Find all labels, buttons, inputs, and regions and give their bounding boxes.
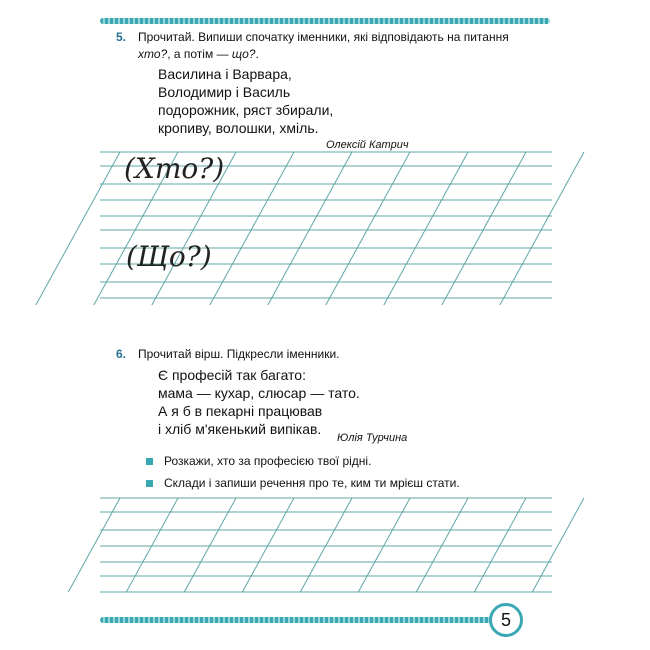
task-6-bullet-2: Склади і запиши речення про те, ким ти мрієш стати.	[164, 476, 460, 490]
task-5-author: Олексій Катрич	[326, 139, 409, 151]
task-6-instruction: Прочитай вірш. Підкресли іменники.	[138, 347, 340, 361]
handwritten-who: (Хто?)	[124, 152, 225, 185]
task-6-number: 6.	[116, 347, 127, 361]
poem-line: Василина і Варвара,	[158, 66, 292, 82]
poem-line: кропиву, волошки, хміль.	[158, 120, 319, 136]
slant-line	[68, 498, 120, 592]
bullet-icon	[146, 480, 153, 487]
poem-line: і хліб м'якенький випікав.	[158, 421, 322, 437]
poem-line: мама — кухар, слюсар — тато.	[158, 385, 360, 401]
task-6-poem	[158, 366, 360, 438]
task-5-instruction-line1: Прочитай. Випиши спочатку іменники, які відповідають на питання	[138, 30, 509, 44]
task-5-number: 5.	[116, 30, 127, 44]
task-6-author: Юлія Турчина	[337, 432, 408, 444]
bottom-decorative-band	[100, 617, 492, 623]
poem-line: Володимир і Василь	[158, 84, 291, 100]
poem-line: Є професій так багато:	[158, 367, 306, 383]
task-5-question-what: що?	[231, 47, 256, 61]
task-5-instruction-end: .	[255, 47, 259, 61]
page-number: 5	[489, 603, 523, 637]
task-5-question-who: хто?	[138, 47, 168, 61]
poem-line: подорожник, ряст збирали,	[158, 102, 334, 118]
task-5-instruction-mid: , а потім —	[167, 47, 232, 61]
handwritten-what: (Що?)	[126, 240, 212, 273]
poem-line: А я б в пекарні працював	[158, 403, 323, 419]
task-6-bullet-1: Розкажи, хто за професією твої рідні.	[164, 454, 372, 468]
bullet-icon	[146, 458, 153, 465]
